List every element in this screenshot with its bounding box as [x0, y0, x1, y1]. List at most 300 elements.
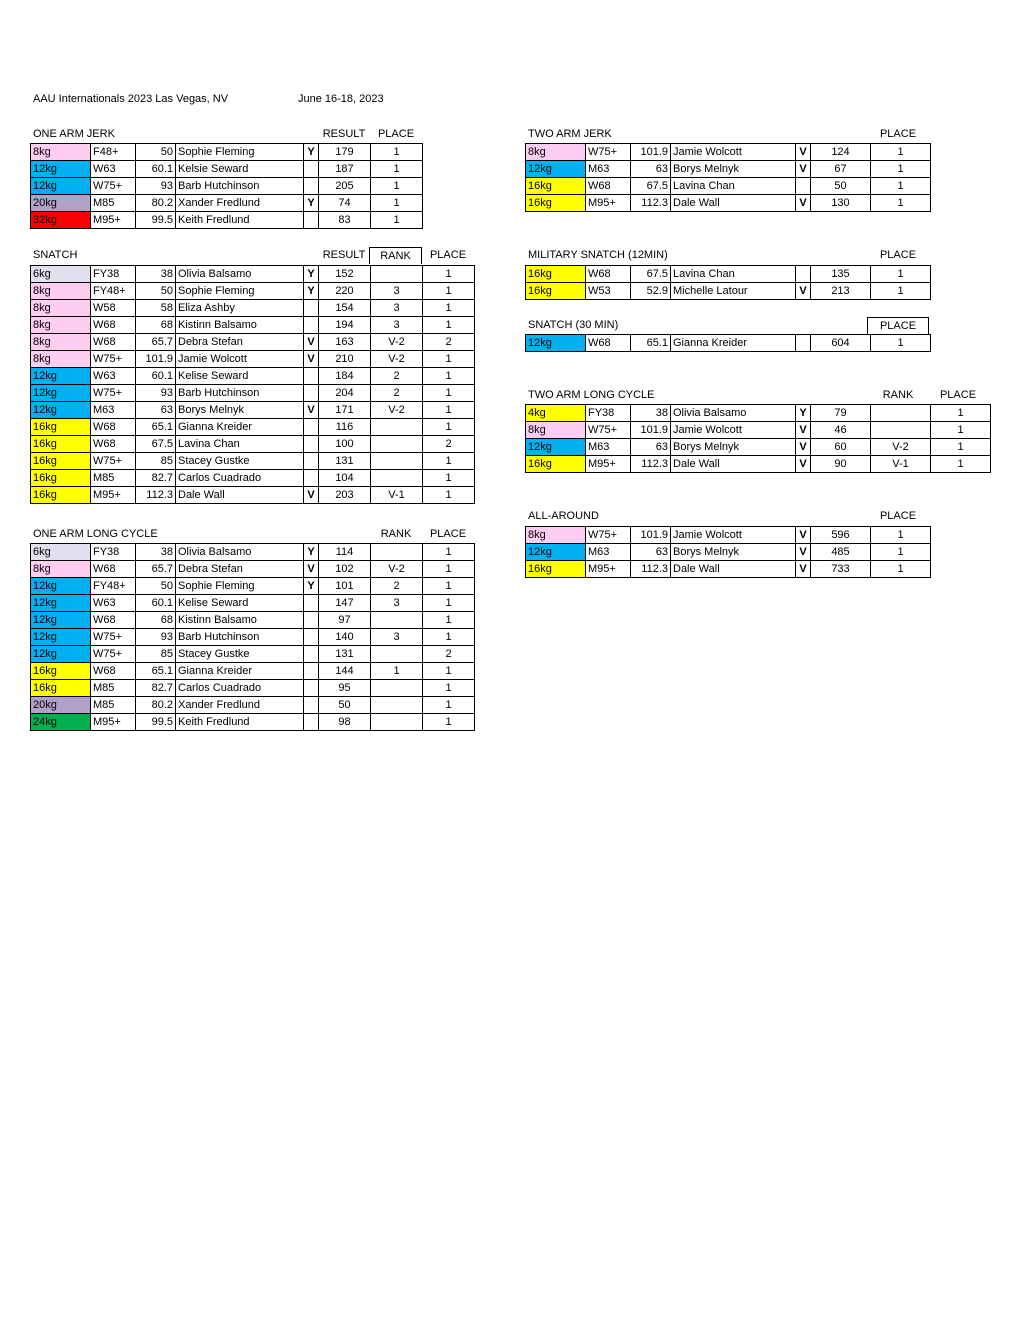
bodyweight-cell: 82.7 [136, 470, 176, 487]
table-row [31, 368, 475, 385]
category-cell: W75+ [586, 527, 631, 544]
athlete-name-cell: Olivia Balsamo [176, 266, 304, 283]
bodyweight-cell: 85 [136, 453, 176, 470]
category-cell: W68 [586, 335, 631, 352]
kettlebell-weight-cell: 12kg [526, 335, 586, 352]
bodyweight-cell: 80.2 [136, 697, 176, 714]
category-cell: FY48+ [91, 578, 136, 595]
place-cell: 1 [423, 368, 475, 385]
kettlebell-weight-cell: 12kg [31, 578, 91, 595]
result-cell: 204 [319, 385, 371, 402]
kettlebell-weight-cell: 16kg [31, 663, 91, 680]
col-head-place: PLACE [429, 528, 467, 540]
rank-cell [371, 419, 423, 436]
result-cell: 131 [319, 646, 371, 663]
athlete-name-cell: Jamie Wolcott [671, 422, 796, 439]
bodyweight-cell: 50 [136, 144, 176, 161]
division-cell [304, 161, 319, 178]
rank-cell: 3 [371, 317, 423, 334]
col-head-place: PLACE [377, 128, 415, 140]
bodyweight-cell: 68 [136, 612, 176, 629]
kettlebell-weight-cell: 12kg [526, 439, 586, 456]
bodyweight-cell: 99.5 [136, 212, 176, 229]
table-row [526, 527, 931, 544]
kettlebell-weight-cell: 16kg [31, 470, 91, 487]
table-row [526, 439, 991, 456]
table-row [31, 178, 423, 195]
bodyweight-cell: 101.9 [136, 351, 176, 368]
col-head-rank: RANK [369, 247, 422, 264]
bodyweight-cell: 67.5 [631, 178, 671, 195]
place-cell: 1 [871, 527, 931, 544]
bodyweight-cell: 112.3 [631, 456, 671, 473]
place-cell: 1 [423, 629, 475, 646]
category-cell: W68 [91, 317, 136, 334]
table-row [526, 144, 931, 161]
table-row [526, 195, 931, 212]
athlete-name-cell: Michelle Latour [671, 283, 796, 300]
section-title-two-arm-jerk: TWO ARM JERK [528, 128, 612, 140]
place-cell: 2 [423, 436, 475, 453]
kettlebell-weight-cell: 4kg [526, 405, 586, 422]
table-row [31, 334, 475, 351]
place-cell: 1 [371, 144, 423, 161]
table-row [526, 178, 931, 195]
division-cell: V [796, 439, 811, 456]
result-cell: 733 [811, 561, 871, 578]
rank-cell: V-2 [371, 402, 423, 419]
category-cell: F48+ [91, 144, 136, 161]
table-row [31, 629, 475, 646]
athlete-name-cell: Gianna Kreider [176, 663, 304, 680]
division-cell [796, 335, 811, 352]
athlete-name-cell: Lavina Chan [176, 436, 304, 453]
division-cell: V [796, 544, 811, 561]
division-cell [304, 595, 319, 612]
table-row [526, 266, 931, 283]
kettlebell-weight-cell: 12kg [526, 161, 586, 178]
result-cell: 74 [319, 195, 371, 212]
kettlebell-weight-cell: 16kg [526, 266, 586, 283]
category-cell: W75+ [91, 646, 136, 663]
place-cell: 1 [371, 212, 423, 229]
result-cell: 152 [319, 266, 371, 283]
category-cell: M63 [586, 439, 631, 456]
category-cell: W68 [91, 612, 136, 629]
athlete-name-cell: Barb Hutchinson [176, 178, 304, 195]
athlete-name-cell: Lavina Chan [671, 178, 796, 195]
division-cell: V [304, 351, 319, 368]
bodyweight-cell: 112.3 [631, 195, 671, 212]
rank-cell: 2 [371, 578, 423, 595]
kettlebell-weight-cell: 8kg [31, 561, 91, 578]
table-row [31, 470, 475, 487]
bodyweight-cell: 60.1 [136, 595, 176, 612]
division-cell [796, 178, 811, 195]
category-cell: M63 [586, 544, 631, 561]
bodyweight-cell: 93 [136, 629, 176, 646]
kettlebell-weight-cell: 8kg [31, 317, 91, 334]
kettlebell-weight-cell: 20kg [31, 697, 91, 714]
table-row [31, 212, 423, 229]
category-cell: W63 [91, 368, 136, 385]
result-cell: 163 [319, 334, 371, 351]
table-row [31, 646, 475, 663]
athlete-name-cell: Keith Fredlund [176, 714, 304, 731]
athlete-name-cell: Stacey Gustke [176, 453, 304, 470]
table-row [31, 351, 475, 368]
place-cell: 1 [423, 266, 475, 283]
table-row [526, 335, 931, 352]
kettlebell-weight-cell: 12kg [31, 161, 91, 178]
category-cell: M85 [91, 680, 136, 697]
category-cell: W75+ [91, 453, 136, 470]
kettlebell-weight-cell: 16kg [526, 178, 586, 195]
athlete-name-cell: Jamie Wolcott [671, 527, 796, 544]
place-cell: 1 [423, 561, 475, 578]
category-cell: FY48+ [91, 283, 136, 300]
division-cell: Y [304, 266, 319, 283]
category-cell: W58 [91, 300, 136, 317]
bodyweight-cell: 63 [136, 402, 176, 419]
division-cell [304, 470, 319, 487]
athlete-name-cell: Debra Stefan [176, 334, 304, 351]
table-two-arm-jerk [525, 143, 931, 212]
athlete-name-cell: Lavina Chan [671, 266, 796, 283]
athlete-name-cell: Borys Melnyk [671, 161, 796, 178]
place-cell: 1 [371, 161, 423, 178]
table-row [31, 544, 475, 561]
bodyweight-cell: 112.3 [136, 487, 176, 504]
table-row [31, 612, 475, 629]
place-cell: 1 [371, 195, 423, 212]
athlete-name-cell: Keith Fredlund [176, 212, 304, 229]
rank-cell [371, 646, 423, 663]
place-cell: 1 [423, 300, 475, 317]
section-title-military-snatch: MILITARY SNATCH (12MIN) [528, 249, 668, 261]
result-cell: 130 [811, 195, 871, 212]
division-cell: Y [304, 195, 319, 212]
category-cell: FY38 [91, 544, 136, 561]
division-cell [304, 436, 319, 453]
athlete-name-cell: Sophie Fleming [176, 283, 304, 300]
result-cell: 154 [319, 300, 371, 317]
bodyweight-cell: 82.7 [136, 680, 176, 697]
table-row [31, 578, 475, 595]
rank-cell: V-1 [371, 487, 423, 504]
division-cell [304, 368, 319, 385]
table-row [31, 266, 475, 283]
rank-cell [371, 697, 423, 714]
rank-cell: 2 [371, 368, 423, 385]
result-cell: 98 [319, 714, 371, 731]
table-row [526, 422, 991, 439]
result-cell: 135 [811, 266, 871, 283]
kettlebell-weight-cell: 12kg [31, 385, 91, 402]
result-cell: 604 [811, 335, 871, 352]
col-head-place: PLACE [879, 510, 917, 522]
bodyweight-cell: 80.2 [136, 195, 176, 212]
section-title-snatch-30: SNATCH (30 MIN) [528, 319, 619, 331]
result-cell: 50 [811, 178, 871, 195]
bodyweight-cell: 60.1 [136, 161, 176, 178]
result-cell: 67 [811, 161, 871, 178]
kettlebell-weight-cell: 32kg [31, 212, 91, 229]
place-cell: 1 [871, 178, 931, 195]
kettlebell-weight-cell: 24kg [31, 714, 91, 731]
category-cell: W75+ [91, 351, 136, 368]
result-cell: 100 [319, 436, 371, 453]
bodyweight-cell: 52.9 [631, 283, 671, 300]
division-cell: V [796, 561, 811, 578]
division-cell [304, 646, 319, 663]
bodyweight-cell: 50 [136, 578, 176, 595]
athlete-name-cell: Carlos Cuadrado [176, 470, 304, 487]
division-cell: V [796, 195, 811, 212]
rank-cell: 3 [371, 300, 423, 317]
table-one-arm-jerk [30, 143, 423, 229]
rank-cell [371, 436, 423, 453]
kettlebell-weight-cell: 16kg [526, 195, 586, 212]
table-row [31, 161, 423, 178]
section-title-all-around: ALL-AROUND [528, 510, 599, 522]
athlete-name-cell: Xander Fredlund [176, 195, 304, 212]
table-row [31, 453, 475, 470]
division-cell: Y [304, 144, 319, 161]
place-cell: 1 [931, 422, 991, 439]
place-cell: 1 [423, 487, 475, 504]
bodyweight-cell: 99.5 [136, 714, 176, 731]
kettlebell-weight-cell: 12kg [31, 402, 91, 419]
athlete-name-cell: Barb Hutchinson [176, 385, 304, 402]
place-cell: 1 [931, 405, 991, 422]
rank-cell [371, 714, 423, 731]
table-row [31, 402, 475, 419]
place-cell: 1 [871, 335, 931, 352]
athlete-name-cell: Borys Melnyk [671, 439, 796, 456]
athlete-name-cell: Sophie Fleming [176, 144, 304, 161]
section-title-one-arm-jerk: ONE ARM JERK [33, 128, 115, 140]
place-cell: 1 [871, 161, 931, 178]
place-cell: 1 [423, 595, 475, 612]
section-title-one-arm-long-cycle: ONE ARM LONG CYCLE [33, 528, 158, 540]
category-cell: W68 [91, 663, 136, 680]
result-cell: 210 [319, 351, 371, 368]
rank-cell: V-1 [871, 456, 931, 473]
table-row [526, 456, 991, 473]
table-row [31, 419, 475, 436]
division-cell: Y [304, 544, 319, 561]
table-row [31, 595, 475, 612]
athlete-name-cell: Xander Fredlund [176, 697, 304, 714]
athlete-name-cell: Jamie Wolcott [671, 144, 796, 161]
table-row [526, 283, 931, 300]
category-cell: W63 [91, 161, 136, 178]
bodyweight-cell: 60.1 [136, 368, 176, 385]
category-cell: M85 [91, 697, 136, 714]
division-cell [304, 178, 319, 195]
table-two-arm-long-cycle [525, 404, 991, 473]
table-row [31, 300, 475, 317]
table-row [526, 405, 991, 422]
athlete-name-cell: Barb Hutchinson [176, 629, 304, 646]
kettlebell-weight-cell: 12kg [31, 612, 91, 629]
kettlebell-weight-cell: 6kg [31, 544, 91, 561]
bodyweight-cell: 38 [136, 544, 176, 561]
bodyweight-cell: 38 [631, 405, 671, 422]
kettlebell-weight-cell: 16kg [31, 487, 91, 504]
kettlebell-weight-cell: 12kg [31, 368, 91, 385]
bodyweight-cell: 63 [631, 161, 671, 178]
division-cell [304, 385, 319, 402]
table-row [526, 544, 931, 561]
category-cell: FY38 [586, 405, 631, 422]
division-cell [304, 680, 319, 697]
rank-cell: V-2 [371, 351, 423, 368]
result-cell: 205 [319, 178, 371, 195]
result-cell: 95 [319, 680, 371, 697]
athlete-name-cell: Kistinn Balsamo [176, 317, 304, 334]
result-cell: 104 [319, 470, 371, 487]
kettlebell-weight-cell: 8kg [526, 422, 586, 439]
result-cell: 83 [319, 212, 371, 229]
category-cell: W68 [91, 334, 136, 351]
athlete-name-cell: Borys Melnyk [671, 544, 796, 561]
place-cell: 2 [423, 646, 475, 663]
rank-cell: 2 [371, 385, 423, 402]
kettlebell-weight-cell: 12kg [31, 178, 91, 195]
kettlebell-weight-cell: 12kg [31, 646, 91, 663]
athlete-name-cell: Jamie Wolcott [176, 351, 304, 368]
division-cell: V [304, 334, 319, 351]
table-row [526, 561, 931, 578]
division-cell: V [796, 422, 811, 439]
athlete-name-cell: Olivia Balsamo [176, 544, 304, 561]
division-cell [304, 697, 319, 714]
division-cell: V [304, 487, 319, 504]
place-cell: 1 [871, 283, 931, 300]
result-cell: 147 [319, 595, 371, 612]
athlete-name-cell: Stacey Gustke [176, 646, 304, 663]
table-row [31, 663, 475, 680]
rank-cell: V-2 [371, 334, 423, 351]
result-cell: 144 [319, 663, 371, 680]
result-cell: 101 [319, 578, 371, 595]
rank-cell: 1 [371, 663, 423, 680]
athlete-name-cell: Kistinn Balsamo [176, 612, 304, 629]
result-cell: 140 [319, 629, 371, 646]
athlete-name-cell: Kelise Seward [176, 595, 304, 612]
division-cell [796, 266, 811, 283]
bodyweight-cell: 85 [136, 646, 176, 663]
kettlebell-weight-cell: 16kg [526, 283, 586, 300]
category-cell: M85 [91, 195, 136, 212]
rank-cell: V-2 [871, 439, 931, 456]
place-cell: 1 [423, 544, 475, 561]
place-cell: 1 [423, 419, 475, 436]
result-cell: 60 [811, 439, 871, 456]
table-row [31, 317, 475, 334]
col-head-rank: RANK [380, 528, 412, 540]
category-cell: W75+ [91, 385, 136, 402]
division-cell [304, 663, 319, 680]
place-cell: 1 [931, 456, 991, 473]
bodyweight-cell: 38 [136, 266, 176, 283]
event-title: AAU Internationals 2023 Las Vegas, NV [33, 93, 229, 105]
athlete-name-cell: Carlos Cuadrado [176, 680, 304, 697]
category-cell: M95+ [586, 195, 631, 212]
kettlebell-weight-cell: 8kg [31, 334, 91, 351]
athlete-name-cell: Olivia Balsamo [671, 405, 796, 422]
athlete-name-cell: Gianna Kreider [176, 419, 304, 436]
category-cell: W75+ [586, 422, 631, 439]
division-cell [304, 629, 319, 646]
table-row [31, 436, 475, 453]
bodyweight-cell: 65.7 [136, 334, 176, 351]
bodyweight-cell: 68 [136, 317, 176, 334]
bodyweight-cell: 65.1 [136, 419, 176, 436]
bodyweight-cell: 67.5 [631, 266, 671, 283]
place-cell: 1 [423, 283, 475, 300]
bodyweight-cell: 101.9 [631, 422, 671, 439]
place-cell: 1 [423, 453, 475, 470]
place-cell: 1 [423, 470, 475, 487]
bodyweight-cell: 63 [631, 439, 671, 456]
kettlebell-weight-cell: 8kg [526, 527, 586, 544]
col-head-rank: RANK [882, 389, 914, 401]
category-cell: FY38 [91, 266, 136, 283]
division-cell [304, 714, 319, 731]
table-row [31, 714, 475, 731]
col-head-result: RESULT [322, 128, 366, 140]
section-title-snatch: SNATCH [33, 249, 78, 261]
event-dates: June 16-18, 2023 [298, 93, 384, 105]
category-cell: M95+ [586, 561, 631, 578]
section-title-two-arm-long-cycle: TWO ARM LONG CYCLE [528, 389, 655, 401]
place-cell: 2 [423, 334, 475, 351]
place-cell: 1 [423, 351, 475, 368]
place-cell: 1 [423, 578, 475, 595]
place-cell: 1 [423, 714, 475, 731]
place-cell: 1 [423, 385, 475, 402]
col-head-result: RESULT [322, 249, 366, 261]
athlete-name-cell: Borys Melnyk [176, 402, 304, 419]
place-cell: 1 [871, 544, 931, 561]
kettlebell-weight-cell: 8kg [31, 144, 91, 161]
table-row [31, 385, 475, 402]
category-cell: W68 [91, 561, 136, 578]
rank-cell [371, 612, 423, 629]
category-cell: W75+ [91, 178, 136, 195]
col-head-place: PLACE [429, 249, 467, 261]
place-cell: 1 [423, 680, 475, 697]
kettlebell-weight-cell: 16kg [526, 561, 586, 578]
rank-cell [371, 680, 423, 697]
athlete-name-cell: Debra Stefan [176, 561, 304, 578]
result-cell: 485 [811, 544, 871, 561]
division-cell [304, 317, 319, 334]
rank-cell [371, 266, 423, 283]
place-cell: 1 [871, 561, 931, 578]
result-cell: 213 [811, 283, 871, 300]
table-snatch [30, 265, 475, 504]
table-one-arm-long-cycle [30, 543, 475, 731]
athlete-name-cell: Dale Wall [176, 487, 304, 504]
category-cell: W68 [91, 436, 136, 453]
division-cell: V [796, 144, 811, 161]
athlete-name-cell: Dale Wall [671, 561, 796, 578]
result-cell: 184 [319, 368, 371, 385]
